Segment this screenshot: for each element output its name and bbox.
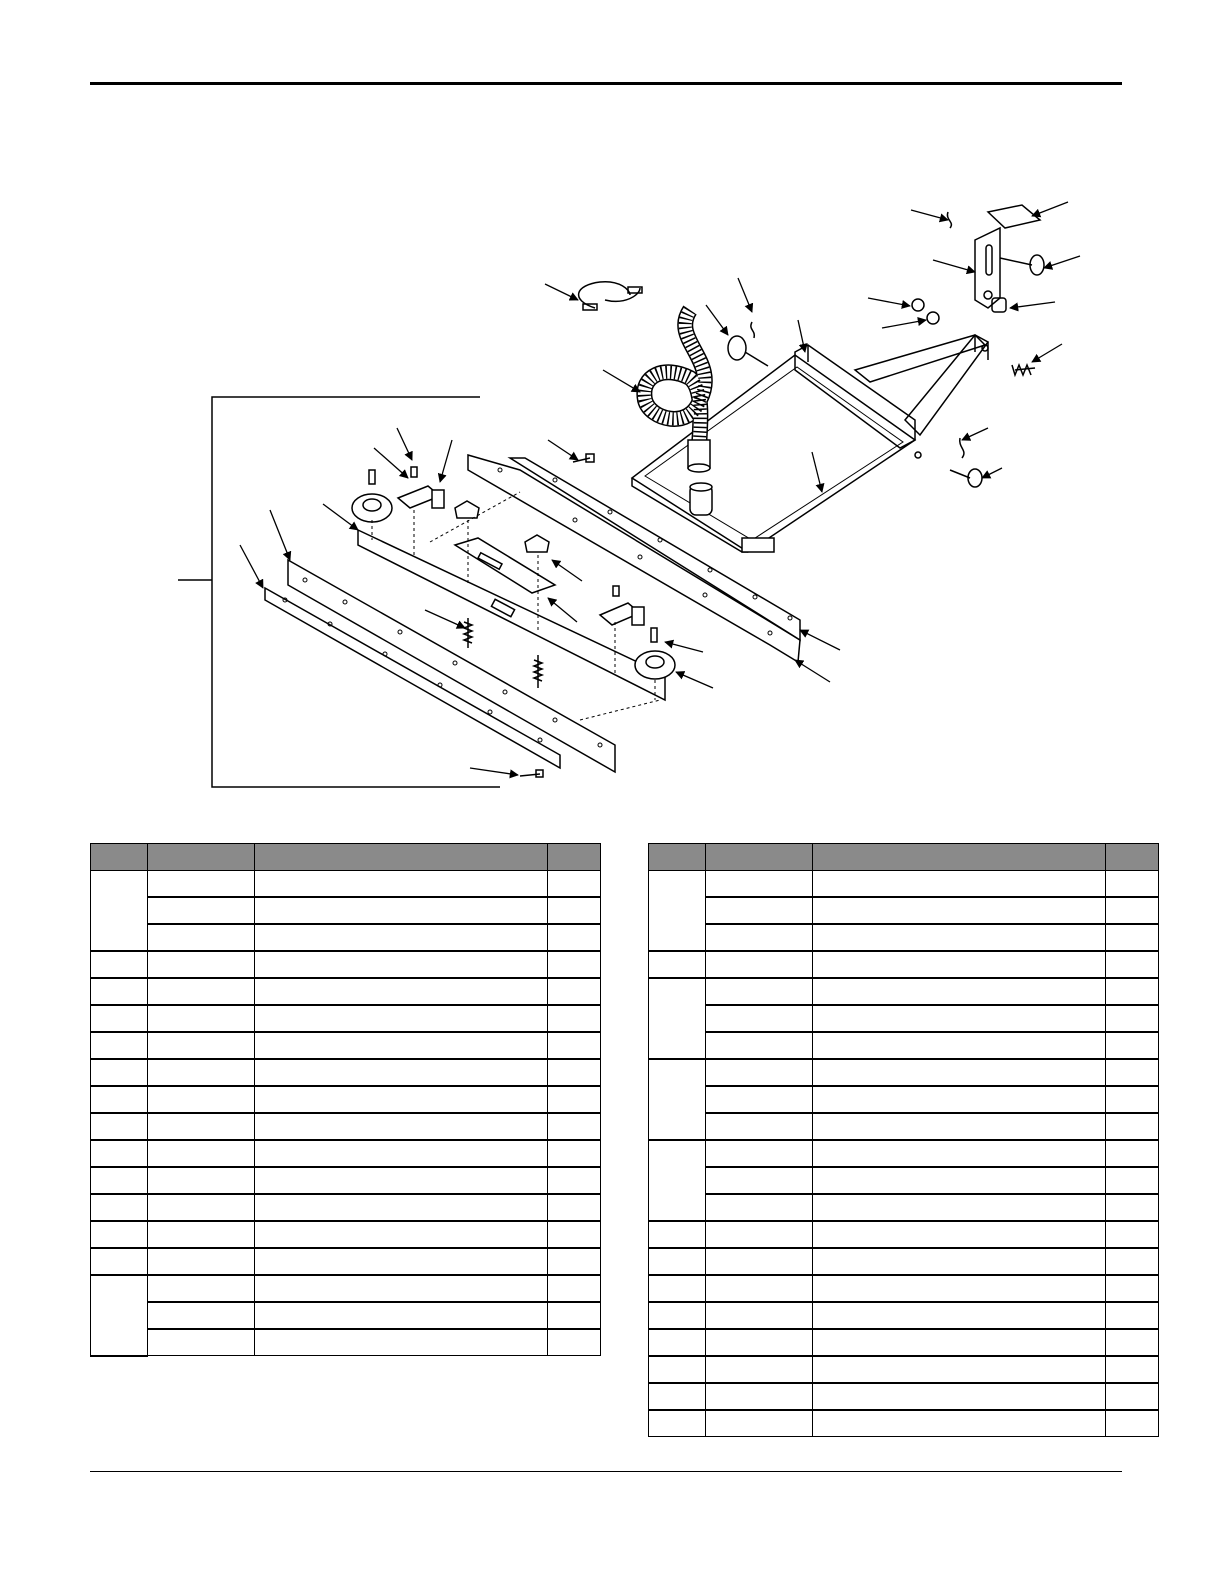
description-cell [812,1032,1105,1059]
quantity-cell [548,978,601,1005]
part-number-cell [705,924,812,951]
part-number-cell [705,978,812,1005]
part-number-cell [147,924,254,951]
table-row [649,1383,1159,1410]
ref-number-cell [649,1140,706,1221]
part-number-cell [147,1194,254,1221]
hitch-bracket [912,205,1044,487]
quantity-cell [548,1005,601,1032]
part-number-cell [705,1113,812,1140]
part-number-cell [705,1221,812,1248]
ref-number-cell [649,978,706,1059]
quantity-cell [1106,1032,1159,1059]
table-row [91,1248,601,1275]
part-number-cell [147,1059,254,1086]
ref-number-cell [91,1221,148,1248]
column-header [1106,844,1159,871]
table-row [91,897,601,924]
hitch-pin [728,322,768,366]
ref-number-cell [649,951,706,978]
table-row [649,1275,1159,1302]
quantity-cell [1106,897,1159,924]
quantity-cell [548,1329,601,1356]
description-cell [812,978,1105,1005]
table-row [649,1221,1159,1248]
description-cell [812,1356,1105,1383]
table-row [649,1032,1159,1059]
part-number-cell [705,1032,812,1059]
description-cell [812,1167,1105,1194]
table-row [649,1167,1159,1194]
part-number-cell [147,1086,254,1113]
part-number-cell [705,871,812,898]
table-row [91,1005,601,1032]
description-cell [254,978,547,1005]
part-number-cell [705,1302,812,1329]
description-cell [254,1221,547,1248]
description-cell [812,1302,1105,1329]
ref-number-cell [649,1221,706,1248]
quantity-cell [548,1086,601,1113]
table-row [91,1032,601,1059]
table-row [649,897,1159,924]
ref-number-cell [649,1410,706,1437]
table-row [91,1086,601,1113]
ref-number-cell [649,1329,706,1356]
part-number-cell [705,1086,812,1113]
description-cell [254,1302,547,1329]
column-header [91,844,148,871]
quantity-cell [1106,1167,1159,1194]
table-row [649,1059,1159,1086]
quantity-cell [548,924,601,951]
ref-number-cell [91,871,148,952]
description-cell [812,1410,1105,1437]
quantity-cell [548,871,601,898]
quantity-cell [548,1140,601,1167]
description-cell [812,871,1105,898]
quantity-cell [1106,1248,1159,1275]
description-cell [254,897,547,924]
description-cell [254,871,547,898]
ref-number-cell [91,1059,148,1086]
quantity-cell [1106,1086,1159,1113]
table-row [91,1221,601,1248]
ref-number-cell [91,1086,148,1113]
description-cell [812,1194,1105,1221]
parts-table-right-body [649,871,1159,1437]
parts-table-left-body [91,871,601,1356]
part-number-cell [705,1248,812,1275]
quantity-cell [1106,871,1159,898]
part-number-cell [705,1005,812,1032]
description-cell [812,1140,1105,1167]
part-number-cell [705,1410,812,1437]
part-number-cell [147,1005,254,1032]
table-row [649,1410,1159,1437]
parts-table-right-header [649,844,1159,871]
ref-number-cell [649,1383,706,1410]
quantity-cell [1106,1275,1159,1302]
ref-number-cell [91,1005,148,1032]
part-number-cell [705,1356,812,1383]
column-header [548,844,601,871]
footer-rule [90,1471,1122,1472]
parts-table-right [648,843,1159,1437]
part-number-cell [705,1194,812,1221]
table-row [649,1140,1159,1167]
part-number-cell [147,1221,254,1248]
description-cell [812,924,1105,951]
quantity-cell [1106,1410,1159,1437]
quantity-cell [1106,1005,1159,1032]
quantity-cell [1106,951,1159,978]
description-cell [254,951,547,978]
description-cell [812,1221,1105,1248]
part-number-cell [705,1329,812,1356]
part-number-cell [147,1140,254,1167]
part-number-cell [147,1167,254,1194]
ref-number-cell [91,978,148,1005]
part-number-cell [705,1275,812,1302]
quantity-cell [1106,1302,1159,1329]
part-number-cell [705,1059,812,1086]
table-row [649,1302,1159,1329]
description-cell [254,1275,547,1302]
table-row [649,1248,1159,1275]
table-row [91,1140,601,1167]
quantity-cell [1106,1140,1159,1167]
column-header [649,844,706,871]
quantity-cell [548,951,601,978]
ref-number-cell [649,1059,706,1140]
column-header [705,844,812,871]
description-cell [812,1383,1105,1410]
quantity-cell [548,1221,601,1248]
table-row [91,1194,601,1221]
table-row [649,871,1159,898]
ref-number-cell [649,1356,706,1383]
part-number-cell [147,978,254,1005]
quantity-cell [1106,978,1159,1005]
table-row [649,924,1159,951]
description-cell [254,1329,547,1356]
table-row [649,951,1159,978]
header-row [649,844,1159,871]
table-row [91,871,601,898]
quantity-cell [548,1275,601,1302]
quantity-cell [1106,1059,1159,1086]
quantity-cell [548,1302,601,1329]
table-row [649,1086,1159,1113]
front-rails [265,530,665,772]
table-row [91,1059,601,1086]
table-row [649,1194,1159,1221]
parts-table-left [90,843,601,1357]
quantity-cell [1106,1221,1159,1248]
table-row [91,1275,601,1302]
ref-number-cell [649,1275,706,1302]
quantity-cell [548,1059,601,1086]
part-number-cell [147,897,254,924]
description-cell [812,1059,1105,1086]
parts-table-left-header [91,844,601,871]
quantity-cell [548,1113,601,1140]
hose-clamps [579,282,642,310]
description-cell [254,1086,547,1113]
quantity-cell [1106,924,1159,951]
part-number-cell [147,1275,254,1302]
column-header [147,844,254,871]
ref-number-cell [91,1248,148,1275]
description-cell [812,897,1105,924]
quantity-cell [548,1248,601,1275]
table-row [649,1356,1159,1383]
description-cell [812,1329,1105,1356]
description-cell [812,1086,1105,1113]
part-number-cell [147,1302,254,1329]
table-row [91,978,601,1005]
description-cell [812,951,1105,978]
quantity-cell [1106,1194,1159,1221]
part-number-cell [147,871,254,898]
table-row [649,1113,1159,1140]
table-row [649,1005,1159,1032]
rear-rails [468,455,800,662]
quantity-cell [1106,1329,1159,1356]
description-cell [254,1248,547,1275]
ref-number-cell [649,1248,706,1275]
table-row [91,1167,601,1194]
part-number-cell [147,1113,254,1140]
part-number-cell [147,1329,254,1356]
header-row [91,844,601,871]
table-row [91,1113,601,1140]
table-row [649,1329,1159,1356]
table-row [91,1302,601,1329]
ref-number-cell [91,1140,148,1167]
description-cell [254,1194,547,1221]
part-number-cell [705,1167,812,1194]
hose [644,310,710,472]
ref-number-cell [649,871,706,952]
description-cell [254,924,547,951]
quantity-cell [548,1167,601,1194]
part-number-cell [147,951,254,978]
quantity-cell [1106,1113,1159,1140]
description-cell [254,1059,547,1086]
part-number-cell [147,1248,254,1275]
ref-number-cell [91,1275,148,1356]
part-number-cell [705,897,812,924]
ref-number-cell [91,1032,148,1059]
ref-number-cell [91,951,148,978]
column-header [254,844,547,871]
part-number-cell [147,1032,254,1059]
description-cell [254,1032,547,1059]
quantity-cell [548,1194,601,1221]
ref-number-cell [91,1194,148,1221]
description-cell [254,1005,547,1032]
part-number-cell [705,951,812,978]
column-header [812,844,1105,871]
ref-number-cell [91,1113,148,1140]
description-cell [254,1167,547,1194]
quantity-cell [548,1032,601,1059]
table-row [91,1329,601,1356]
part-number-cell [705,1383,812,1410]
table-row [91,924,601,951]
description-cell [812,1275,1105,1302]
part-number-cell [705,1140,812,1167]
table-row [649,978,1159,1005]
ref-number-cell [649,1302,706,1329]
table-row [91,951,601,978]
description-cell [812,1248,1105,1275]
quantity-cell [548,897,601,924]
ref-number-cell [91,1167,148,1194]
description-cell [254,1140,547,1167]
description-cell [812,1005,1105,1032]
quantity-cell [1106,1383,1159,1410]
quantity-cell [1106,1356,1159,1383]
description-cell [254,1113,547,1140]
description-cell [812,1113,1105,1140]
